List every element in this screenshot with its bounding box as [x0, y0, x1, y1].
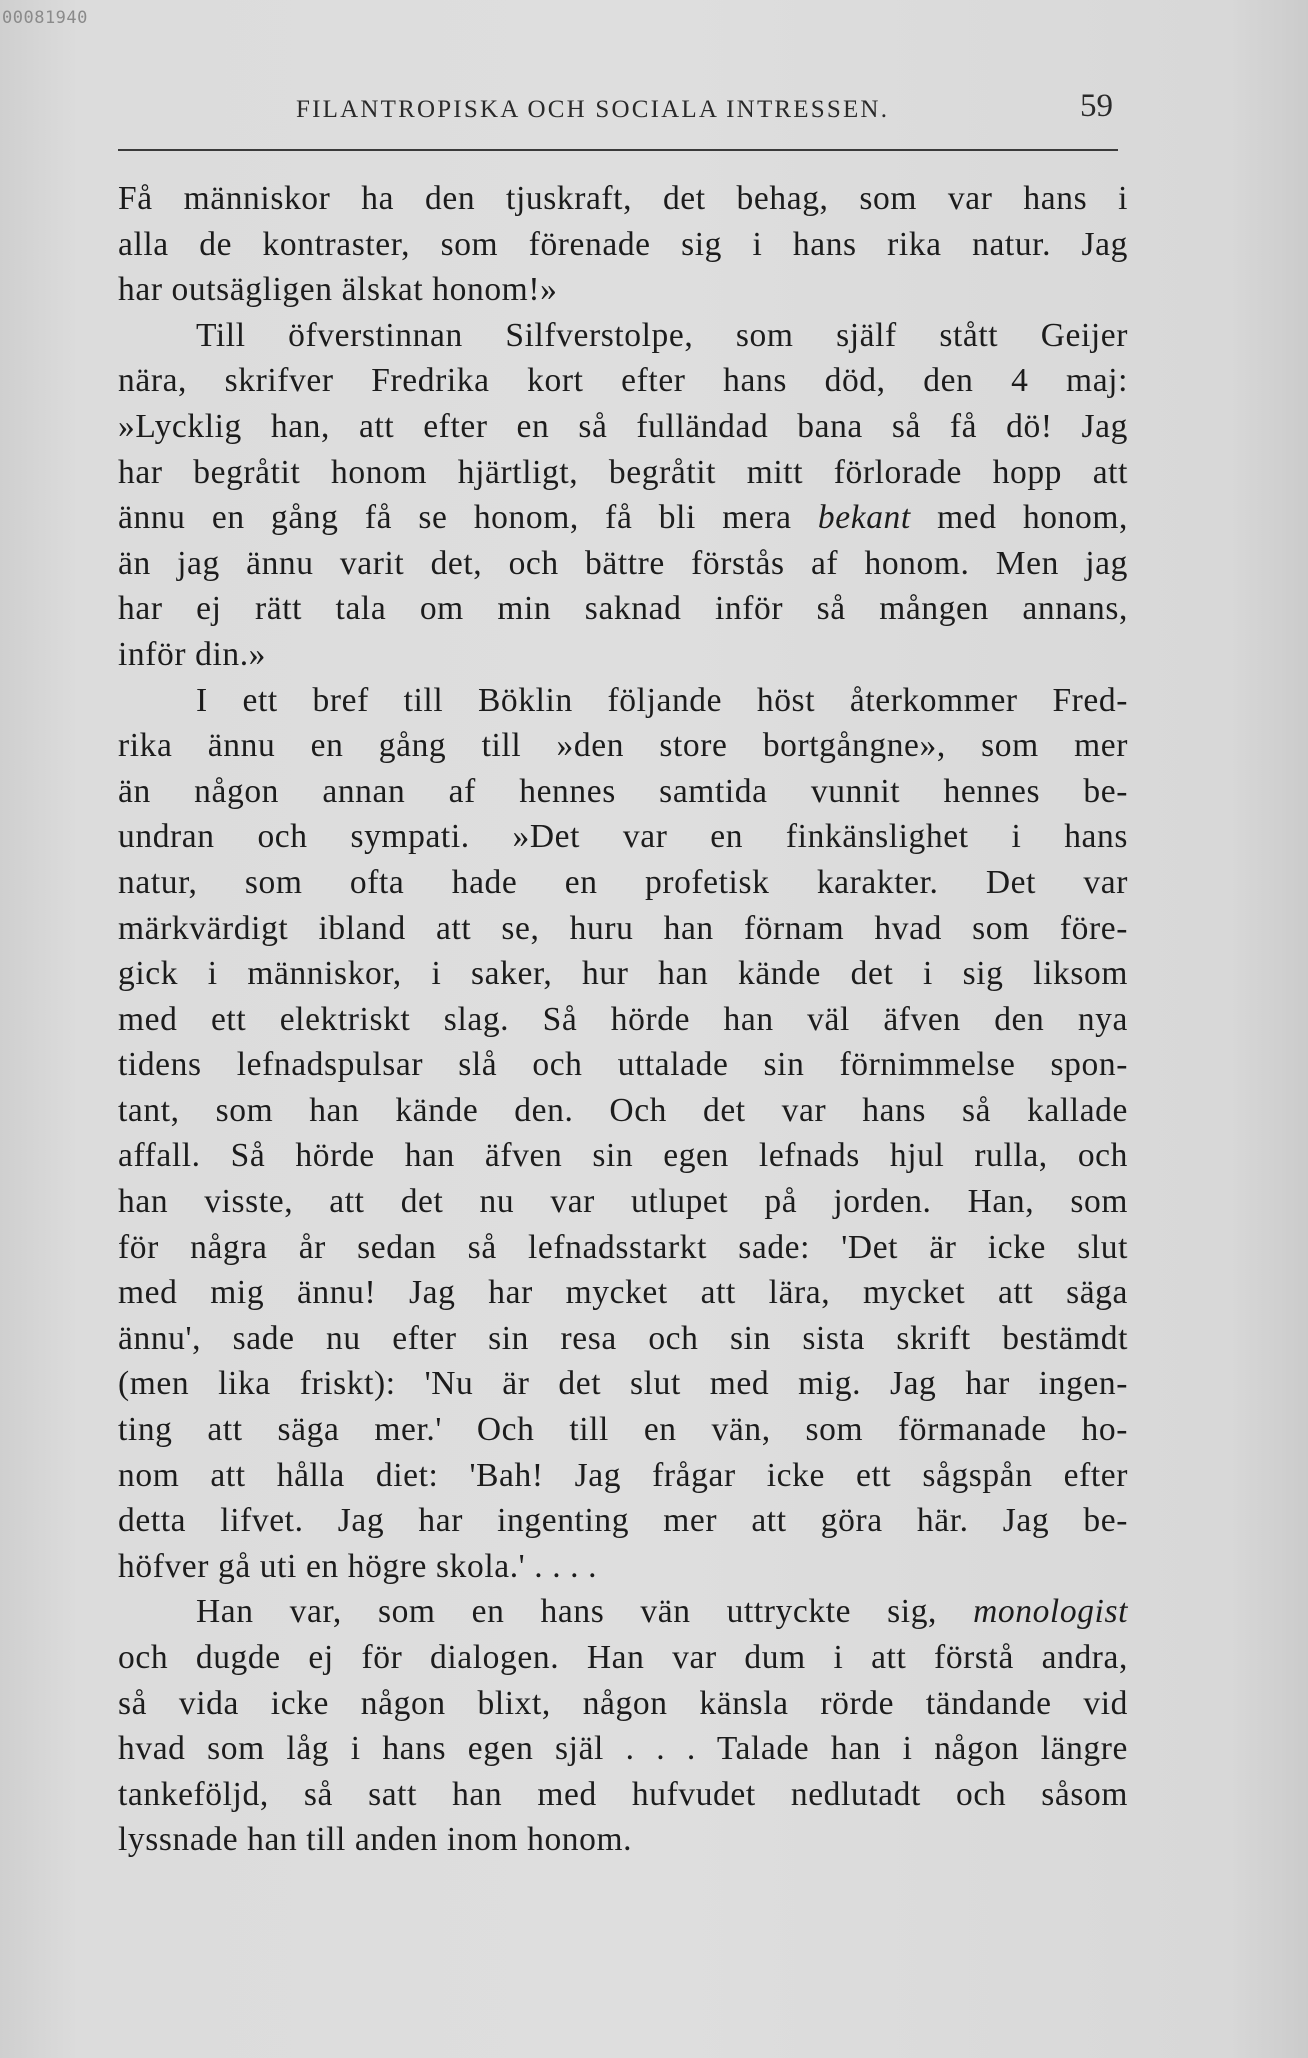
text-line: och dugde ej för dialogen. Han var dum i att förstå andra,: [118, 1639, 1128, 1676]
scan-id: 00081940: [2, 8, 88, 28]
text-line: än någon annan af hennes samtida vunnit hennes be-: [118, 772, 1128, 810]
emphasized-word: monologist: [973, 1593, 1128, 1631]
text-line: [118, 495, 1128, 541]
text-line: gick i människor, i saker, hur han kände det i sig liksom: [118, 955, 1128, 993]
text-line: I ett bref till Böklin följande höst återkommer Fred-: [196, 681, 1128, 719]
text-line: med ett elektriskt slag. Så hörde han väl äfven den nya: [118, 1000, 1128, 1038]
text-line: hvad som låg i hans egen själ . . . Talade han i någon längre: [118, 1730, 1128, 1768]
text-line: än jag ännu varit det, och bättre förstås af honom. Men jag: [118, 544, 1128, 582]
text-line: ting att säga mer.' Och till en vän, som förmanade ho-: [118, 1411, 1128, 1449]
running-head: FILANTROPISKA OCH SOCIALA INTRESSEN.: [296, 96, 890, 123]
text-line: tant, som han kände den. Och det var hans så kallade: [118, 1091, 1128, 1129]
text-line: lyssnade han till anden inom honom.: [118, 1821, 633, 1859]
text-line: tankeföljd, så satt han med hufvudet nedlutadt och såsom: [118, 1775, 1128, 1813]
text-segment: Han var, som en hans vän uttryckte sig,: [196, 1593, 974, 1631]
text-line: med mig ännu! Jag har mycket att lära, mycket att säga: [118, 1274, 1128, 1312]
text-line: rika ännu en gång till »den store bortgångne», som mer: [118, 727, 1128, 765]
text-line: »Lycklig han, att efter en så fulländad bana så få dö! Jag: [118, 407, 1128, 445]
text-line: märkvärdigt ibland att se, huru han förnam hvad som före-: [118, 909, 1128, 947]
text-line: för några år sedan så lefnadsstarkt sade: 'Det är icke slut: [118, 1228, 1128, 1266]
text-line: nära, skrifver Fredrika kort efter hans död, den 4 maj:: [118, 362, 1128, 400]
text-line: höfver gå uti en högre skola.' . . . .: [118, 1547, 598, 1585]
text-line: han visste, att det nu var utlupet på jorden. Han, som: [118, 1183, 1128, 1221]
text-line: har ej rätt tala om min saknad inför så mången annans,: [118, 590, 1128, 628]
text-line: har outsägligen älskat honom!»: [118, 271, 558, 309]
text-line: nom att hålla diet: 'Bah! Jag frågar icke ett sågspån efter: [118, 1456, 1128, 1494]
text-line: [118, 1589, 1128, 1635]
text-line: så vida icke någon blixt, någon känsla rörde tändande vid: [118, 1684, 1128, 1722]
text-segment: ännu en gång få se honom, få bli mera: [118, 499, 818, 537]
text-line: (men lika friskt): 'Nu är det slut med mig. Jag har ingen-: [118, 1365, 1128, 1403]
text-line: affall. Så hörde han äfven sin egen lefnads hjul rulla, och: [118, 1137, 1128, 1175]
text-line: ännu', sade nu efter sin resa och sin sista skrift bestämdt: [118, 1319, 1128, 1357]
header-rule: [118, 149, 1118, 151]
text-line: undran och sympati. »Det var en finkänslighet i hans: [118, 818, 1128, 856]
text-line: inför din.»: [118, 635, 267, 673]
text-line: alla de kontraster, som förenade sig i hans rika natur. Jag: [118, 225, 1128, 263]
text-line: har begråtit honom hjärtligt, begråtit mitt förlorade hopp att: [118, 453, 1128, 491]
text-line: natur, som ofta hade en profetisk karakter. Det var: [118, 863, 1128, 901]
text-line: Till öfverstinnan Silfverstolpe, som själf stått Geijer: [196, 316, 1128, 354]
page-number: 59: [1080, 88, 1113, 124]
text-line: Få människor ha den tjuskraft, det behag, som var hans i: [118, 180, 1128, 217]
text-line: tidens lefnadspulsar slå och uttalade sin förnimmelse spon-: [118, 1046, 1128, 1084]
emphasized-word: bekant: [817, 499, 911, 537]
text-segment: med honom,: [910, 499, 1128, 537]
text-line: detta lifvet. Jag har ingenting mer att göra här. Jag be-: [118, 1502, 1128, 1540]
body-text: [118, 176, 1128, 1863]
